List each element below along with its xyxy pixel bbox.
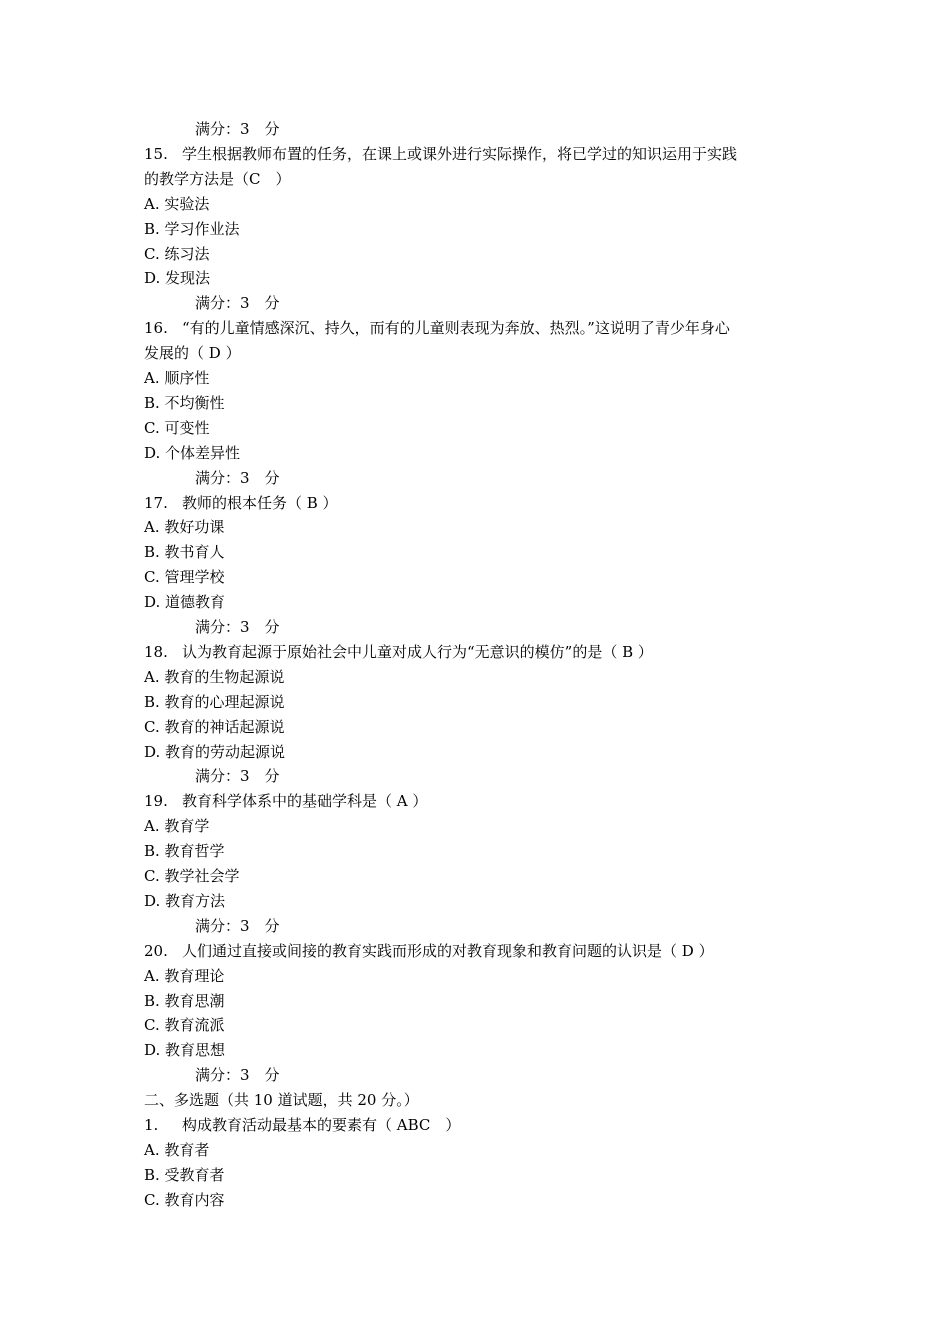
answer-option: B. 教育的心理起源说 [144,692,285,711]
answer-option: C. 教学社会学 [144,867,240,885]
answer-option: A. 实验法 [144,194,210,213]
question-number: 20. [144,941,168,960]
question-number: 16. [144,319,168,338]
question-number: 1. [144,1116,159,1134]
question-text: 教育科学体系中的基础学科是（ A ） [182,792,428,811]
score-line: 满分：3 分 [195,468,280,487]
answer-option: D. 教育方法 [144,891,226,910]
answer-option: B. 学习作业法 [144,219,240,238]
answer-option: D. 教育思想 [144,1041,226,1060]
section-heading: 二、多选题（共 10 道试题，共 20 分。） [144,1091,419,1110]
score-line: 满分：3 分 [195,294,280,313]
answer-option: C. 教育内容 [144,1190,225,1209]
question-text: 认为教育起源于原始社会中儿童对成人行为“无意识的模仿”的是（ B ） [182,642,653,661]
answer-option: D. 个体差异性 [144,443,241,462]
question-stem [144,791,427,811]
question-stem [144,493,338,513]
answer-option: A. 教育理论 [144,966,225,985]
answer-option: C. 教育流派 [144,1016,225,1035]
question-text: 人们通过直接或间接的教育实践而形成的对教育现象和教育问题的认识是（ D ） [182,941,714,960]
question-stem [144,1115,460,1135]
answer-option: D. 发现法 [144,269,211,288]
answer-option: C. 教育的神话起源说 [144,717,285,736]
answer-option: A. 教育学 [144,817,210,836]
answer-option: B. 教育思潮 [144,991,225,1010]
answer-option: C. 管理学校 [144,568,225,587]
score-line: 满分：3 分 [195,618,280,636]
question-stem [144,318,730,338]
answer-option: A. 教育的生物起源说 [144,667,285,686]
score-line: 满分：3 分 [195,120,280,138]
answer-option: A. 顺序性 [144,369,210,387]
question-number: 15. [144,144,168,163]
question-number: 19. [144,792,168,811]
answer-option: D. 教育的劳动起源说 [144,742,286,761]
answer-option: C. 可变性 [144,418,210,437]
answer-option: B. 受教育者 [144,1165,225,1184]
question-text: 构成教育活动最基本的要素有（ ABC ） [182,1116,461,1134]
score-line: 满分：3 分 [195,916,280,935]
answer-option: B. 不均衡性 [144,393,225,412]
question-text: “有的儿童情感深沉、持久，而有的儿童则表现为奔放、热烈。”这说明了青少年身心 [182,319,730,338]
question-stem-continued: 发展的（ D ） [144,344,241,363]
answer-option: C. 练习法 [144,244,210,263]
score-line: 满分：3 分 [195,1066,280,1085]
answer-option: B. 教育哲学 [144,842,225,861]
question-stem [144,642,653,662]
question-number: 18. [144,642,168,661]
question-stem [144,144,737,164]
answer-option: B. 教书育人 [144,543,225,562]
answer-option: D. 道德教育 [144,593,226,612]
score-line: 满分：3 分 [195,767,280,786]
question-stem [144,941,714,961]
question-text: 教师的根本任务（ B ） [182,493,338,512]
question-text: 学生根据教师布置的任务，在课上或课外进行实际操作，将已学过的知识运用于实践 [182,144,738,163]
question-number: 17. [144,493,168,512]
answer-option: A. 教好功课 [144,518,225,537]
answer-option: A. 教育者 [144,1140,210,1159]
question-stem-continued: 的教学方法是（C ） [144,169,291,188]
